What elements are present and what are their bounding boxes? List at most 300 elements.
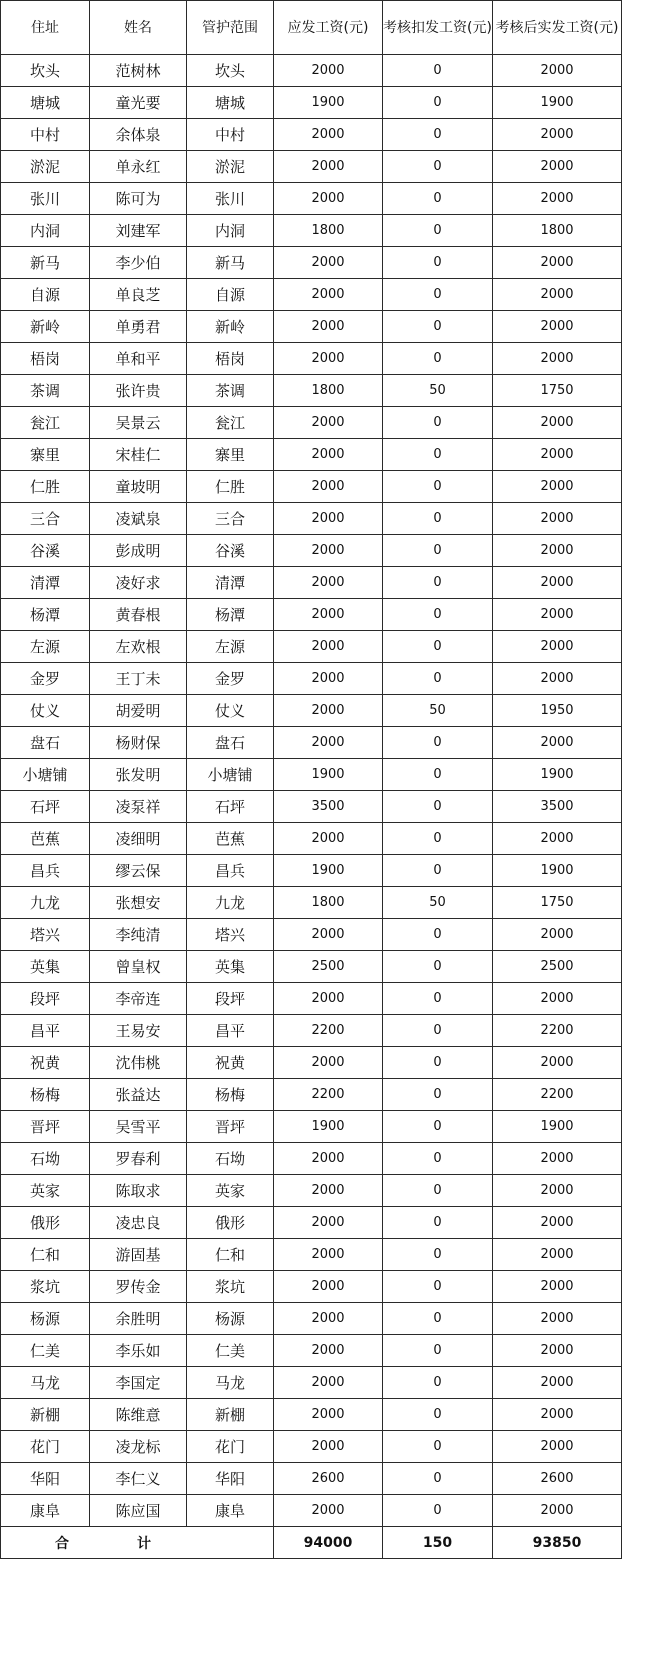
- cell-address: 左源: [1, 631, 90, 663]
- table-row: [1, 695, 622, 727]
- cell-actual-wage: 1800: [493, 215, 622, 247]
- cell-deduction: 0: [383, 1271, 493, 1303]
- cell-name: 陈应国: [90, 1495, 187, 1527]
- cell-scope: 张川: [187, 183, 274, 215]
- cell-payable-wage: 2000: [274, 599, 383, 631]
- cell-payable-wage: 2000: [274, 503, 383, 535]
- cell-actual-wage: 2000: [493, 727, 622, 759]
- cell-deduction: 0: [383, 1463, 493, 1495]
- cell-actual-wage: 2000: [493, 983, 622, 1015]
- cell-address: 小塘铺: [1, 759, 90, 791]
- cell-actual-wage: 2000: [493, 1175, 622, 1207]
- cell-actual-wage: 2000: [493, 1143, 622, 1175]
- cell-actual-wage: 2000: [493, 1207, 622, 1239]
- cell-payable-wage: 2000: [274, 1239, 383, 1271]
- cell-deduction: 0: [383, 663, 493, 695]
- cell-address: 杨源: [1, 1303, 90, 1335]
- cell-name: 凌泵祥: [90, 791, 187, 823]
- cell-deduction: 0: [383, 1431, 493, 1463]
- cell-payable-wage: 2000: [274, 823, 383, 855]
- cell-name: 单良芝: [90, 279, 187, 311]
- cell-deduction: 0: [383, 439, 493, 471]
- cell-scope: 英集: [187, 951, 274, 983]
- cell-deduction: 0: [383, 247, 493, 279]
- cell-address: 新马: [1, 247, 90, 279]
- table-row: [1, 1047, 622, 1079]
- cell-address: 新岭: [1, 311, 90, 343]
- cell-name: 凌好求: [90, 567, 187, 599]
- table-header: [1, 1, 622, 55]
- cell-name: 张许贵: [90, 375, 187, 407]
- cell-deduction: 0: [383, 1367, 493, 1399]
- total-row: [1, 1527, 622, 1559]
- table-row: [1, 1015, 622, 1047]
- cell-name: 沈伟桃: [90, 1047, 187, 1079]
- cell-address: 坎头: [1, 55, 90, 87]
- cell-scope: 华阳: [187, 1463, 274, 1495]
- cell-name: 童坡明: [90, 471, 187, 503]
- cell-address: 晋坪: [1, 1111, 90, 1143]
- cell-actual-wage: 2000: [493, 151, 622, 183]
- cell-payable-wage: 2000: [274, 983, 383, 1015]
- cell-deduction: 0: [383, 951, 493, 983]
- cell-payable-wage: 2000: [274, 311, 383, 343]
- cell-address: 中村: [1, 119, 90, 151]
- cell-payable-wage: 2000: [274, 535, 383, 567]
- cell-payable-wage: 2000: [274, 407, 383, 439]
- cell-actual-wage: 2000: [493, 503, 622, 535]
- cell-scope: 中村: [187, 119, 274, 151]
- cell-name: 曾皇权: [90, 951, 187, 983]
- cell-deduction: 50: [383, 375, 493, 407]
- cell-scope: 盘石: [187, 727, 274, 759]
- cell-payable-wage: 2000: [274, 151, 383, 183]
- cell-name: 李国定: [90, 1367, 187, 1399]
- cell-scope: 九龙: [187, 887, 274, 919]
- table-row: [1, 919, 622, 951]
- cell-address: 康阜: [1, 1495, 90, 1527]
- cell-deduction: 0: [383, 1079, 493, 1111]
- cell-name: 李帝连: [90, 983, 187, 1015]
- cell-address: 花门: [1, 1431, 90, 1463]
- cell-address: 仁和: [1, 1239, 90, 1271]
- cell-address: 浆坑: [1, 1271, 90, 1303]
- table-row: [1, 631, 622, 663]
- cell-address: 塔兴: [1, 919, 90, 951]
- cell-actual-wage: 2000: [493, 567, 622, 599]
- cell-deduction: 0: [383, 1495, 493, 1527]
- cell-actual-wage: 2000: [493, 1431, 622, 1463]
- cell-scope: 马龙: [187, 1367, 274, 1399]
- cell-scope: 仁美: [187, 1335, 274, 1367]
- cell-scope: 自源: [187, 279, 274, 311]
- cell-deduction: 0: [383, 1175, 493, 1207]
- table-row: [1, 375, 622, 407]
- cell-name: 童光要: [90, 87, 187, 119]
- table-footer: [1, 1527, 622, 1559]
- table-row: [1, 1207, 622, 1239]
- cell-payable-wage: 2000: [274, 55, 383, 87]
- table-row: [1, 439, 622, 471]
- cell-address: 三合: [1, 503, 90, 535]
- cell-deduction: 50: [383, 887, 493, 919]
- cell-name: 凌忠良: [90, 1207, 187, 1239]
- cell-scope: 新棚: [187, 1399, 274, 1431]
- cell-scope: 昌兵: [187, 855, 274, 887]
- table-row: [1, 855, 622, 887]
- cell-scope: 寨里: [187, 439, 274, 471]
- cell-address: 石坳: [1, 1143, 90, 1175]
- cell-scope: 杨潭: [187, 599, 274, 631]
- table-row: [1, 55, 622, 87]
- cell-actual-wage: 2000: [493, 535, 622, 567]
- cell-scope: 梧岗: [187, 343, 274, 375]
- cell-actual-wage: 2000: [493, 1495, 622, 1527]
- cell-actual-wage: 2000: [493, 407, 622, 439]
- cell-address: 杨潭: [1, 599, 90, 631]
- cell-actual-wage: 2000: [493, 599, 622, 631]
- cell-name: 王易安: [90, 1015, 187, 1047]
- total-wage: 94000: [274, 1527, 383, 1559]
- cell-actual-wage: 2000: [493, 311, 622, 343]
- cell-deduction: 0: [383, 759, 493, 791]
- cell-address: 马龙: [1, 1367, 90, 1399]
- cell-payable-wage: 2000: [274, 1335, 383, 1367]
- cell-name: 吴雪平: [90, 1111, 187, 1143]
- cell-address: 茶调: [1, 375, 90, 407]
- cell-actual-wage: 2000: [493, 119, 622, 151]
- cell-deduction: 0: [383, 503, 493, 535]
- cell-actual-wage: 2200: [493, 1079, 622, 1111]
- table-row: [1, 247, 622, 279]
- cell-scope: 英家: [187, 1175, 274, 1207]
- cell-payable-wage: 2000: [274, 183, 383, 215]
- cell-actual-wage: 2000: [493, 919, 622, 951]
- cell-deduction: 0: [383, 791, 493, 823]
- cell-name: 单勇君: [90, 311, 187, 343]
- table-row: [1, 1399, 622, 1431]
- total-label: 合计: [1, 1527, 274, 1559]
- cell-address: 英集: [1, 951, 90, 983]
- cell-name: 凌斌泉: [90, 503, 187, 535]
- cell-scope: 塘城: [187, 87, 274, 119]
- cell-name: 罗春利: [90, 1143, 187, 1175]
- cell-deduction: 0: [383, 311, 493, 343]
- cell-payable-wage: 2000: [274, 567, 383, 599]
- cell-scope: 康阜: [187, 1495, 274, 1527]
- table-row: [1, 1495, 622, 1527]
- cell-name: 刘建军: [90, 215, 187, 247]
- cell-actual-wage: 2000: [493, 439, 622, 471]
- cell-payable-wage: 2000: [274, 695, 383, 727]
- table-body: [1, 55, 622, 1527]
- cell-scope: 左源: [187, 631, 274, 663]
- cell-name: 缪云保: [90, 855, 187, 887]
- cell-actual-wage: 2000: [493, 631, 622, 663]
- cell-scope: 坎头: [187, 55, 274, 87]
- cell-name: 凌龙标: [90, 1431, 187, 1463]
- cell-actual-wage: 1900: [493, 759, 622, 791]
- cell-deduction: 0: [383, 407, 493, 439]
- total-actual: 93850: [493, 1527, 622, 1559]
- cell-payable-wage: 2000: [274, 439, 383, 471]
- cell-payable-wage: 1800: [274, 887, 383, 919]
- table-row: [1, 1431, 622, 1463]
- cell-address: 金罗: [1, 663, 90, 695]
- cell-payable-wage: 2000: [274, 279, 383, 311]
- cell-name: 罗传金: [90, 1271, 187, 1303]
- table-row: [1, 1271, 622, 1303]
- cell-actual-wage: 1900: [493, 1111, 622, 1143]
- cell-scope: 石坪: [187, 791, 274, 823]
- cell-actual-wage: 1900: [493, 87, 622, 119]
- cell-scope: 清潭: [187, 567, 274, 599]
- cell-actual-wage: 2000: [493, 663, 622, 695]
- cell-payable-wage: 1900: [274, 87, 383, 119]
- cell-address: 清潭: [1, 567, 90, 599]
- cell-scope: 茶调: [187, 375, 274, 407]
- cell-deduction: 0: [383, 631, 493, 663]
- cell-address: 塘城: [1, 87, 90, 119]
- header-address: 住址: [1, 1, 90, 55]
- cell-name: 范树林: [90, 55, 187, 87]
- cell-scope: 塔兴: [187, 919, 274, 951]
- header-payable-wage: 应发工资(元): [274, 1, 383, 55]
- cell-payable-wage: 2500: [274, 951, 383, 983]
- cell-address: 杨梅: [1, 1079, 90, 1111]
- header-deduction: 考核扣发工资(元): [383, 1, 493, 55]
- table-row: [1, 1367, 622, 1399]
- cell-name: 单和平: [90, 343, 187, 375]
- cell-deduction: 0: [383, 1239, 493, 1271]
- cell-deduction: 0: [383, 1399, 493, 1431]
- cell-address: 芭蕉: [1, 823, 90, 855]
- cell-payable-wage: 2000: [274, 1431, 383, 1463]
- cell-deduction: 0: [383, 471, 493, 503]
- cell-scope: 晋坪: [187, 1111, 274, 1143]
- cell-scope: 淤泥: [187, 151, 274, 183]
- cell-deduction: 0: [383, 823, 493, 855]
- cell-scope: 仁胜: [187, 471, 274, 503]
- cell-actual-wage: 2200: [493, 1015, 622, 1047]
- cell-deduction: 0: [383, 151, 493, 183]
- cell-name: 李少伯: [90, 247, 187, 279]
- cell-payable-wage: 2000: [274, 1207, 383, 1239]
- cell-address: 淤泥: [1, 151, 90, 183]
- cell-payable-wage: 1900: [274, 1111, 383, 1143]
- cell-actual-wage: 2000: [493, 55, 622, 87]
- table-row: [1, 311, 622, 343]
- cell-deduction: 0: [383, 279, 493, 311]
- cell-payable-wage: 2000: [274, 119, 383, 151]
- cell-payable-wage: 3500: [274, 791, 383, 823]
- cell-name: 凌细明: [90, 823, 187, 855]
- cell-payable-wage: 2000: [274, 727, 383, 759]
- cell-scope: 芭蕉: [187, 823, 274, 855]
- cell-address: 盘石: [1, 727, 90, 759]
- table-row: [1, 279, 622, 311]
- cell-payable-wage: 2600: [274, 1463, 383, 1495]
- cell-scope: 瓮江: [187, 407, 274, 439]
- cell-address: 英家: [1, 1175, 90, 1207]
- table-row: [1, 1239, 622, 1271]
- cell-name: 黄春根: [90, 599, 187, 631]
- cell-name: 游固基: [90, 1239, 187, 1271]
- cell-payable-wage: 2000: [274, 1367, 383, 1399]
- table-row: [1, 1175, 622, 1207]
- cell-actual-wage: 3500: [493, 791, 622, 823]
- table-row: [1, 471, 622, 503]
- cell-payable-wage: 2200: [274, 1015, 383, 1047]
- cell-deduction: 0: [383, 535, 493, 567]
- table-row: [1, 503, 622, 535]
- cell-payable-wage: 2000: [274, 1303, 383, 1335]
- cell-deduction: 0: [383, 1207, 493, 1239]
- table-row: [1, 535, 622, 567]
- cell-deduction: 0: [383, 215, 493, 247]
- cell-deduction: 0: [383, 1047, 493, 1079]
- cell-name: 陈取求: [90, 1175, 187, 1207]
- cell-scope: 段坪: [187, 983, 274, 1015]
- table-row: [1, 1335, 622, 1367]
- cell-deduction: 0: [383, 1015, 493, 1047]
- cell-scope: 杨梅: [187, 1079, 274, 1111]
- cell-actual-wage: 1750: [493, 375, 622, 407]
- cell-scope: 昌平: [187, 1015, 274, 1047]
- cell-actual-wage: 2000: [493, 1335, 622, 1367]
- cell-deduction: 0: [383, 567, 493, 599]
- cell-address: 昌兵: [1, 855, 90, 887]
- cell-address: 寨里: [1, 439, 90, 471]
- cell-address: 段坪: [1, 983, 90, 1015]
- cell-name: 张发明: [90, 759, 187, 791]
- cell-name: 张想安: [90, 887, 187, 919]
- cell-address: 仗义: [1, 695, 90, 727]
- cell-scope: 仗义: [187, 695, 274, 727]
- cell-payable-wage: 2000: [274, 663, 383, 695]
- cell-name: 左欢根: [90, 631, 187, 663]
- cell-deduction: 0: [383, 919, 493, 951]
- cell-scope: 谷溪: [187, 535, 274, 567]
- total-deduction: 150: [383, 1527, 493, 1559]
- cell-address: 瓮江: [1, 407, 90, 439]
- cell-address: 谷溪: [1, 535, 90, 567]
- cell-address: 九龙: [1, 887, 90, 919]
- header-name: 姓名: [90, 1, 187, 55]
- cell-deduction: 0: [383, 1143, 493, 1175]
- table-row: [1, 1079, 622, 1111]
- table-row: [1, 151, 622, 183]
- cell-address: 梧岗: [1, 343, 90, 375]
- cell-actual-wage: 2000: [493, 279, 622, 311]
- cell-address: 俄形: [1, 1207, 90, 1239]
- cell-actual-wage: 2000: [493, 1399, 622, 1431]
- table-row: [1, 887, 622, 919]
- cell-name: 余体泉: [90, 119, 187, 151]
- cell-actual-wage: 2000: [493, 1367, 622, 1399]
- cell-address: 昌平: [1, 1015, 90, 1047]
- table-row: [1, 1143, 622, 1175]
- cell-actual-wage: 2500: [493, 951, 622, 983]
- cell-scope: 三合: [187, 503, 274, 535]
- cell-deduction: 0: [383, 983, 493, 1015]
- table-row: [1, 215, 622, 247]
- cell-scope: 石坳: [187, 1143, 274, 1175]
- cell-name: 宋桂仁: [90, 439, 187, 471]
- cell-name: 彭成明: [90, 535, 187, 567]
- header-row: [1, 1, 622, 55]
- cell-payable-wage: 2000: [274, 1399, 383, 1431]
- cell-scope: 小塘铺: [187, 759, 274, 791]
- cell-payable-wage: 1900: [274, 855, 383, 887]
- cell-name: 吴景云: [90, 407, 187, 439]
- cell-deduction: 0: [383, 599, 493, 631]
- cell-payable-wage: 2000: [274, 247, 383, 279]
- cell-scope: 新岭: [187, 311, 274, 343]
- table-row: [1, 727, 622, 759]
- cell-actual-wage: 2000: [493, 471, 622, 503]
- cell-name: 陈可为: [90, 183, 187, 215]
- table-row: [1, 407, 622, 439]
- cell-actual-wage: 2000: [493, 1271, 622, 1303]
- cell-payable-wage: 2000: [274, 1175, 383, 1207]
- table-row: [1, 951, 622, 983]
- cell-payable-wage: 2000: [274, 471, 383, 503]
- cell-deduction: 0: [383, 119, 493, 151]
- cell-payable-wage: 2000: [274, 1143, 383, 1175]
- table-row: [1, 791, 622, 823]
- cell-actual-wage: 2000: [493, 343, 622, 375]
- cell-deduction: 0: [383, 87, 493, 119]
- cell-name: 李仁义: [90, 1463, 187, 1495]
- cell-deduction: 0: [383, 1335, 493, 1367]
- cell-deduction: 0: [383, 183, 493, 215]
- cell-scope: 金罗: [187, 663, 274, 695]
- cell-deduction: 0: [383, 1111, 493, 1143]
- cell-actual-wage: 1950: [493, 695, 622, 727]
- cell-name: 陈维意: [90, 1399, 187, 1431]
- cell-name: 胡爱明: [90, 695, 187, 727]
- cell-scope: 杨源: [187, 1303, 274, 1335]
- cell-name: 王丁未: [90, 663, 187, 695]
- cell-scope: 浆坑: [187, 1271, 274, 1303]
- header-scope: 管护范围: [187, 1, 274, 55]
- cell-payable-wage: 2000: [274, 343, 383, 375]
- cell-address: 祝黄: [1, 1047, 90, 1079]
- cell-name: 张益达: [90, 1079, 187, 1111]
- cell-payable-wage: 1900: [274, 759, 383, 791]
- cell-address: 自源: [1, 279, 90, 311]
- table-row: [1, 1463, 622, 1495]
- cell-actual-wage: 2000: [493, 1047, 622, 1079]
- cell-actual-wage: 2000: [493, 823, 622, 855]
- cell-deduction: 50: [383, 695, 493, 727]
- cell-actual-wage: 1750: [493, 887, 622, 919]
- table-row: [1, 663, 622, 695]
- cell-deduction: 0: [383, 343, 493, 375]
- cell-payable-wage: 2000: [274, 1271, 383, 1303]
- cell-deduction: 0: [383, 727, 493, 759]
- cell-scope: 花门: [187, 1431, 274, 1463]
- cell-address: 华阳: [1, 1463, 90, 1495]
- cell-scope: 新马: [187, 247, 274, 279]
- cell-name: 余胜明: [90, 1303, 187, 1335]
- cell-payable-wage: 2000: [274, 919, 383, 951]
- cell-name: 单永红: [90, 151, 187, 183]
- cell-address: 新棚: [1, 1399, 90, 1431]
- cell-scope: 仁和: [187, 1239, 274, 1271]
- cell-actual-wage: 2000: [493, 247, 622, 279]
